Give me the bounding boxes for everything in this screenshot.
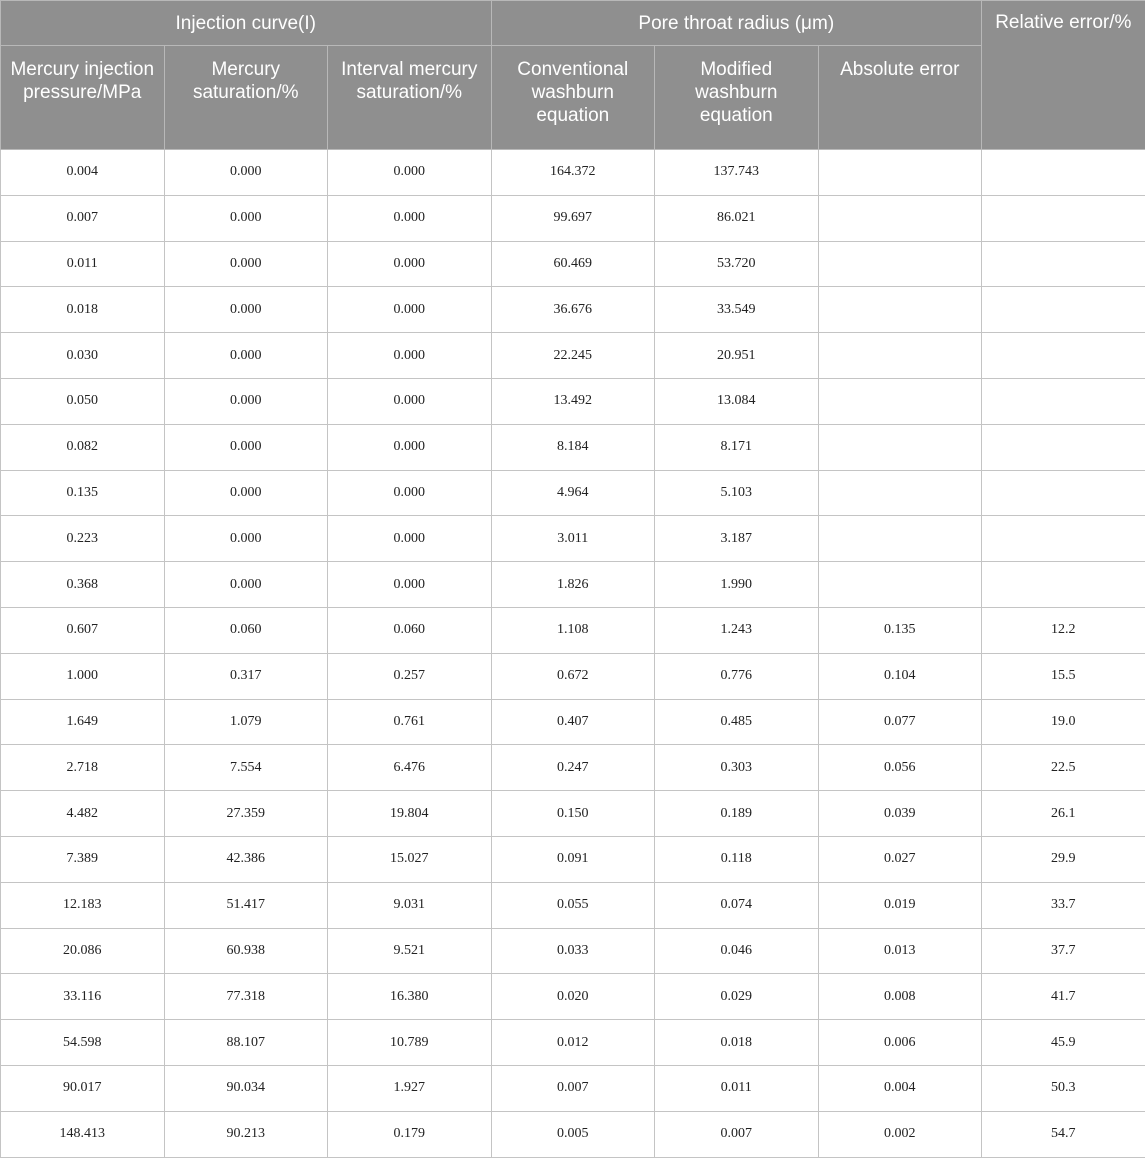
cell-mercury-saturation: 0.000 bbox=[164, 333, 328, 379]
table-row bbox=[1, 333, 1145, 379]
cell-relative-error: 19.0 bbox=[982, 699, 1145, 745]
cell-pressure: 0.004 bbox=[1, 150, 165, 196]
cell-absolute-error: 0.077 bbox=[818, 699, 982, 745]
cell-relative-error: 29.9 bbox=[982, 836, 1145, 882]
cell-mercury-saturation: 0.000 bbox=[164, 241, 328, 287]
cell-interval-saturation: 16.380 bbox=[328, 974, 492, 1020]
table-row bbox=[1, 653, 1145, 699]
cell-interval-saturation: 9.521 bbox=[328, 928, 492, 974]
cell-modified-radius: 0.011 bbox=[655, 1065, 819, 1111]
cell-interval-saturation: 0.000 bbox=[328, 195, 492, 241]
cell-mercury-saturation: 90.034 bbox=[164, 1065, 328, 1111]
cell-pressure: 1.649 bbox=[1, 699, 165, 745]
cell-relative-error bbox=[982, 378, 1145, 424]
cell-relative-error: 41.7 bbox=[982, 974, 1145, 1020]
header-mercury-injection-pressure: Mercury injection pressure/MPa bbox=[1, 46, 165, 150]
cell-absolute-error: 0.008 bbox=[818, 974, 982, 1020]
cell-conventional-radius: 0.005 bbox=[491, 1111, 655, 1157]
header-relative-error: Relative error/% bbox=[982, 1, 1145, 150]
cell-absolute-error bbox=[818, 562, 982, 608]
cell-modified-radius: 53.720 bbox=[655, 241, 819, 287]
cell-absolute-error bbox=[818, 287, 982, 333]
cell-relative-error: 22.5 bbox=[982, 745, 1145, 791]
cell-absolute-error bbox=[818, 424, 982, 470]
cell-pressure: 1.000 bbox=[1, 653, 165, 699]
cell-conventional-radius: 0.150 bbox=[491, 791, 655, 837]
cell-absolute-error: 0.019 bbox=[818, 882, 982, 928]
cell-conventional-radius: 0.007 bbox=[491, 1065, 655, 1111]
table-row bbox=[1, 195, 1145, 241]
cell-relative-error bbox=[982, 424, 1145, 470]
cell-mercury-saturation: 88.107 bbox=[164, 1020, 328, 1066]
cell-interval-saturation: 6.476 bbox=[328, 745, 492, 791]
cell-modified-radius: 20.951 bbox=[655, 333, 819, 379]
cell-interval-saturation: 19.804 bbox=[328, 791, 492, 837]
cell-absolute-error bbox=[818, 516, 982, 562]
cell-modified-radius: 5.103 bbox=[655, 470, 819, 516]
table-row bbox=[1, 882, 1145, 928]
table-body bbox=[1, 150, 1145, 1158]
cell-interval-saturation: 0.761 bbox=[328, 699, 492, 745]
table-header bbox=[1, 1, 1145, 150]
table-row bbox=[1, 836, 1145, 882]
cell-relative-error: 54.7 bbox=[982, 1111, 1145, 1157]
cell-interval-saturation: 15.027 bbox=[328, 836, 492, 882]
cell-pressure: 0.223 bbox=[1, 516, 165, 562]
cell-mercury-saturation: 0.000 bbox=[164, 195, 328, 241]
cell-modified-radius: 0.046 bbox=[655, 928, 819, 974]
header-absolute-error: Absolute error bbox=[818, 46, 982, 150]
cell-pressure: 0.018 bbox=[1, 287, 165, 333]
cell-relative-error: 26.1 bbox=[982, 791, 1145, 837]
cell-relative-error bbox=[982, 516, 1145, 562]
cell-relative-error: 33.7 bbox=[982, 882, 1145, 928]
cell-interval-saturation: 0.000 bbox=[328, 470, 492, 516]
cell-absolute-error: 0.002 bbox=[818, 1111, 982, 1157]
cell-pressure: 54.598 bbox=[1, 1020, 165, 1066]
header-row-groups bbox=[1, 1, 1145, 46]
table-row bbox=[1, 378, 1145, 424]
table-row bbox=[1, 607, 1145, 653]
table-row bbox=[1, 516, 1145, 562]
cell-pressure: 0.368 bbox=[1, 562, 165, 608]
cell-interval-saturation: 0.000 bbox=[328, 516, 492, 562]
cell-relative-error: 12.2 bbox=[982, 607, 1145, 653]
cell-mercury-saturation: 0.317 bbox=[164, 653, 328, 699]
cell-mercury-saturation: 42.386 bbox=[164, 836, 328, 882]
cell-mercury-saturation: 7.554 bbox=[164, 745, 328, 791]
cell-conventional-radius: 3.011 bbox=[491, 516, 655, 562]
cell-modified-radius: 0.303 bbox=[655, 745, 819, 791]
cell-mercury-saturation: 1.079 bbox=[164, 699, 328, 745]
cell-conventional-radius: 0.407 bbox=[491, 699, 655, 745]
table-row bbox=[1, 562, 1145, 608]
cell-conventional-radius: 1.826 bbox=[491, 562, 655, 608]
cell-interval-saturation: 9.031 bbox=[328, 882, 492, 928]
cell-conventional-radius: 0.020 bbox=[491, 974, 655, 1020]
header-modified-washburn: Modified washburn equation bbox=[655, 46, 819, 150]
cell-absolute-error: 0.006 bbox=[818, 1020, 982, 1066]
table-row bbox=[1, 287, 1145, 333]
table-row bbox=[1, 1020, 1145, 1066]
cell-absolute-error bbox=[818, 378, 982, 424]
cell-conventional-radius: 0.033 bbox=[491, 928, 655, 974]
cell-modified-radius: 33.549 bbox=[655, 287, 819, 333]
cell-interval-saturation: 0.000 bbox=[328, 378, 492, 424]
cell-absolute-error bbox=[818, 150, 982, 196]
cell-relative-error bbox=[982, 195, 1145, 241]
cell-absolute-error: 0.013 bbox=[818, 928, 982, 974]
cell-pressure: 33.116 bbox=[1, 974, 165, 1020]
header-group-pore-throat-radius: Pore throat radius (μm) bbox=[491, 1, 982, 46]
cell-modified-radius: 13.084 bbox=[655, 378, 819, 424]
cell-modified-radius: 137.743 bbox=[655, 150, 819, 196]
table-row bbox=[1, 241, 1145, 287]
table-row bbox=[1, 1111, 1145, 1157]
cell-conventional-radius: 8.184 bbox=[491, 424, 655, 470]
cell-pressure: 0.011 bbox=[1, 241, 165, 287]
cell-modified-radius: 0.189 bbox=[655, 791, 819, 837]
table-row bbox=[1, 1065, 1145, 1111]
cell-mercury-saturation: 0.060 bbox=[164, 607, 328, 653]
cell-mercury-saturation: 0.000 bbox=[164, 424, 328, 470]
cell-absolute-error bbox=[818, 241, 982, 287]
cell-modified-radius: 86.021 bbox=[655, 195, 819, 241]
cell-absolute-error bbox=[818, 195, 982, 241]
cell-absolute-error: 0.039 bbox=[818, 791, 982, 837]
header-interval-mercury-saturation: Interval mercury saturation/% bbox=[328, 46, 492, 150]
cell-modified-radius: 0.029 bbox=[655, 974, 819, 1020]
cell-conventional-radius: 22.245 bbox=[491, 333, 655, 379]
cell-modified-radius: 0.485 bbox=[655, 699, 819, 745]
cell-conventional-radius: 0.247 bbox=[491, 745, 655, 791]
cell-relative-error: 15.5 bbox=[982, 653, 1145, 699]
cell-pressure: 0.030 bbox=[1, 333, 165, 379]
cell-pressure: 2.718 bbox=[1, 745, 165, 791]
cell-pressure: 0.082 bbox=[1, 424, 165, 470]
cell-mercury-saturation: 27.359 bbox=[164, 791, 328, 837]
cell-conventional-radius: 99.697 bbox=[491, 195, 655, 241]
cell-pressure: 20.086 bbox=[1, 928, 165, 974]
cell-absolute-error bbox=[818, 333, 982, 379]
cell-conventional-radius: 0.672 bbox=[491, 653, 655, 699]
cell-mercury-saturation: 0.000 bbox=[164, 562, 328, 608]
cell-interval-saturation: 0.000 bbox=[328, 424, 492, 470]
cell-mercury-saturation: 90.213 bbox=[164, 1111, 328, 1157]
cell-conventional-radius: 36.676 bbox=[491, 287, 655, 333]
table-row bbox=[1, 150, 1145, 196]
cell-relative-error bbox=[982, 333, 1145, 379]
cell-conventional-radius: 60.469 bbox=[491, 241, 655, 287]
cell-interval-saturation: 0.179 bbox=[328, 1111, 492, 1157]
cell-absolute-error: 0.027 bbox=[818, 836, 982, 882]
cell-relative-error: 50.3 bbox=[982, 1065, 1145, 1111]
cell-interval-saturation: 0.000 bbox=[328, 287, 492, 333]
cell-conventional-radius: 164.372 bbox=[491, 150, 655, 196]
cell-interval-saturation: 0.060 bbox=[328, 607, 492, 653]
cell-mercury-saturation: 77.318 bbox=[164, 974, 328, 1020]
cell-interval-saturation: 0.000 bbox=[328, 241, 492, 287]
cell-modified-radius: 0.018 bbox=[655, 1020, 819, 1066]
cell-absolute-error: 0.056 bbox=[818, 745, 982, 791]
cell-relative-error bbox=[982, 562, 1145, 608]
cell-modified-radius: 1.243 bbox=[655, 607, 819, 653]
cell-modified-radius: 0.074 bbox=[655, 882, 819, 928]
cell-conventional-radius: 4.964 bbox=[491, 470, 655, 516]
cell-mercury-saturation: 0.000 bbox=[164, 287, 328, 333]
cell-relative-error bbox=[982, 241, 1145, 287]
cell-conventional-radius: 0.055 bbox=[491, 882, 655, 928]
cell-absolute-error: 0.135 bbox=[818, 607, 982, 653]
cell-relative-error: 37.7 bbox=[982, 928, 1145, 974]
cell-pressure: 7.389 bbox=[1, 836, 165, 882]
cell-modified-radius: 1.990 bbox=[655, 562, 819, 608]
cell-pressure: 0.007 bbox=[1, 195, 165, 241]
cell-pressure: 148.413 bbox=[1, 1111, 165, 1157]
cell-conventional-radius: 1.108 bbox=[491, 607, 655, 653]
table-row bbox=[1, 470, 1145, 516]
cell-interval-saturation: 0.000 bbox=[328, 333, 492, 379]
table-row bbox=[1, 791, 1145, 837]
cell-mercury-saturation: 0.000 bbox=[164, 378, 328, 424]
header-mercury-saturation: Mercury saturation/% bbox=[164, 46, 328, 150]
cell-mercury-saturation: 0.000 bbox=[164, 470, 328, 516]
cell-modified-radius: 0.007 bbox=[655, 1111, 819, 1157]
cell-relative-error bbox=[982, 287, 1145, 333]
cell-conventional-radius: 13.492 bbox=[491, 378, 655, 424]
table-row bbox=[1, 745, 1145, 791]
cell-absolute-error: 0.004 bbox=[818, 1065, 982, 1111]
cell-mercury-saturation: 0.000 bbox=[164, 516, 328, 562]
cell-relative-error: 45.9 bbox=[982, 1020, 1145, 1066]
cell-mercury-saturation: 60.938 bbox=[164, 928, 328, 974]
cell-modified-radius: 0.118 bbox=[655, 836, 819, 882]
table-row bbox=[1, 928, 1145, 974]
cell-modified-radius: 0.776 bbox=[655, 653, 819, 699]
cell-modified-radius: 3.187 bbox=[655, 516, 819, 562]
cell-pressure: 0.050 bbox=[1, 378, 165, 424]
cell-mercury-saturation: 0.000 bbox=[164, 150, 328, 196]
cell-conventional-radius: 0.091 bbox=[491, 836, 655, 882]
cell-conventional-radius: 0.012 bbox=[491, 1020, 655, 1066]
cell-relative-error bbox=[982, 470, 1145, 516]
table-row bbox=[1, 424, 1145, 470]
header-group-injection-curve: Injection curve(I) bbox=[1, 1, 492, 46]
header-row-columns bbox=[1, 46, 1145, 150]
cell-interval-saturation: 10.789 bbox=[328, 1020, 492, 1066]
cell-pressure: 4.482 bbox=[1, 791, 165, 837]
cell-interval-saturation: 0.257 bbox=[328, 653, 492, 699]
cell-interval-saturation: 0.000 bbox=[328, 562, 492, 608]
table-row bbox=[1, 974, 1145, 1020]
cell-interval-saturation: 1.927 bbox=[328, 1065, 492, 1111]
cell-pressure: 0.607 bbox=[1, 607, 165, 653]
cell-pressure: 90.017 bbox=[1, 1065, 165, 1111]
cell-relative-error bbox=[982, 150, 1145, 196]
cell-modified-radius: 8.171 bbox=[655, 424, 819, 470]
cell-pressure: 12.183 bbox=[1, 882, 165, 928]
cell-absolute-error bbox=[818, 470, 982, 516]
cell-mercury-saturation: 51.417 bbox=[164, 882, 328, 928]
table-row bbox=[1, 699, 1145, 745]
cell-absolute-error: 0.104 bbox=[818, 653, 982, 699]
cell-pressure: 0.135 bbox=[1, 470, 165, 516]
header-conventional-washburn: Conventional washburn equation bbox=[491, 46, 655, 150]
cell-interval-saturation: 0.000 bbox=[328, 150, 492, 196]
